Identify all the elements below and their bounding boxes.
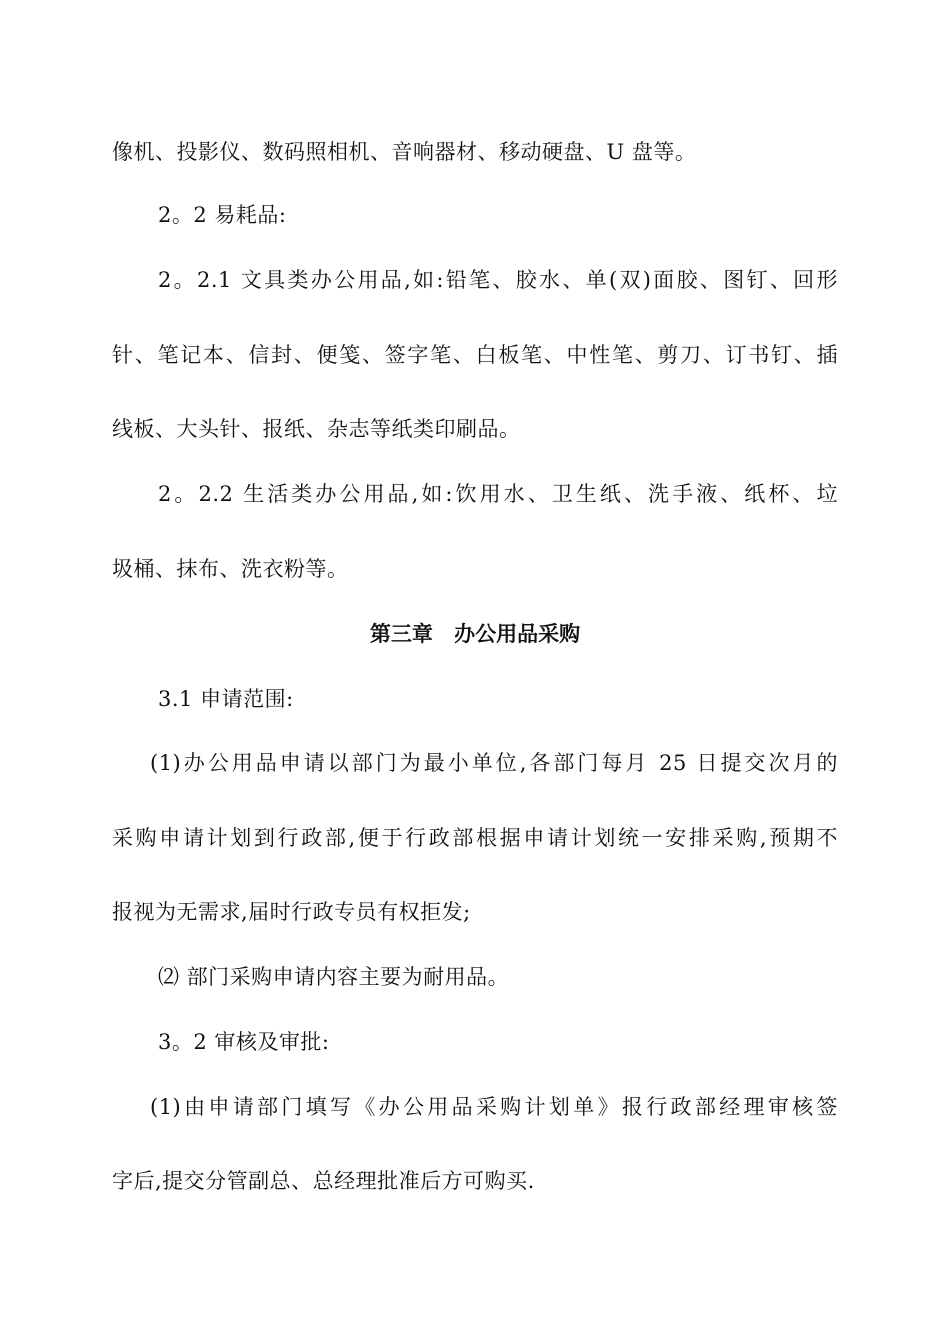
text-line: 圾桶、抹布、洗衣粉等。 bbox=[112, 557, 349, 581]
text-line: 线板、大头针、报纸、杂志等纸类印刷品。 bbox=[112, 417, 521, 441]
text-line: (1)由申请部门填写《办公用品采购计划单》报行政部经理审核签 bbox=[150, 1095, 838, 1119]
text-line: 字后,提交分管副总、总经理批准后方可购买. bbox=[112, 1169, 535, 1193]
text-line: ⑵ 部门采购申请内容主要为耐用品。 bbox=[158, 965, 510, 989]
text-line: 针、笔记本、信封、便笺、签字笔、白板笔、中性笔、剪刀、订书钉、插 bbox=[112, 343, 838, 367]
text-line: 报视为无需求,届时行政专员有权拒发; bbox=[112, 900, 471, 924]
text-line: 2。2.1 文具类办公用品,如:铅笔、胶水、单(双)面胶、图钉、回形 bbox=[158, 268, 838, 292]
text-line: 采购申请计划到行政部,便于行政部根据申请计划统一安排采购,预期不 bbox=[112, 826, 838, 850]
section-heading-approval: 3。2 审核及审批: bbox=[158, 1030, 330, 1054]
text-line: (1)办公用品申请以部门为最小单位,各部门每月 25 日提交次月的 bbox=[150, 751, 838, 775]
chapter-heading: 第三章 办公用品采购 bbox=[369, 622, 581, 646]
section-heading-scope: 3.1 申请范围: bbox=[158, 687, 294, 711]
text-line: 像机、投影仪、数码照相机、音响器材、移动硬盘、U 盘等。 bbox=[112, 140, 697, 164]
text-line: 2。2.2 生活类办公用品,如:饮用水、卫生纸、洗手液、纸杯、垃 bbox=[158, 482, 838, 506]
section-heading-consumables: 2。2 易耗品: bbox=[158, 203, 287, 227]
